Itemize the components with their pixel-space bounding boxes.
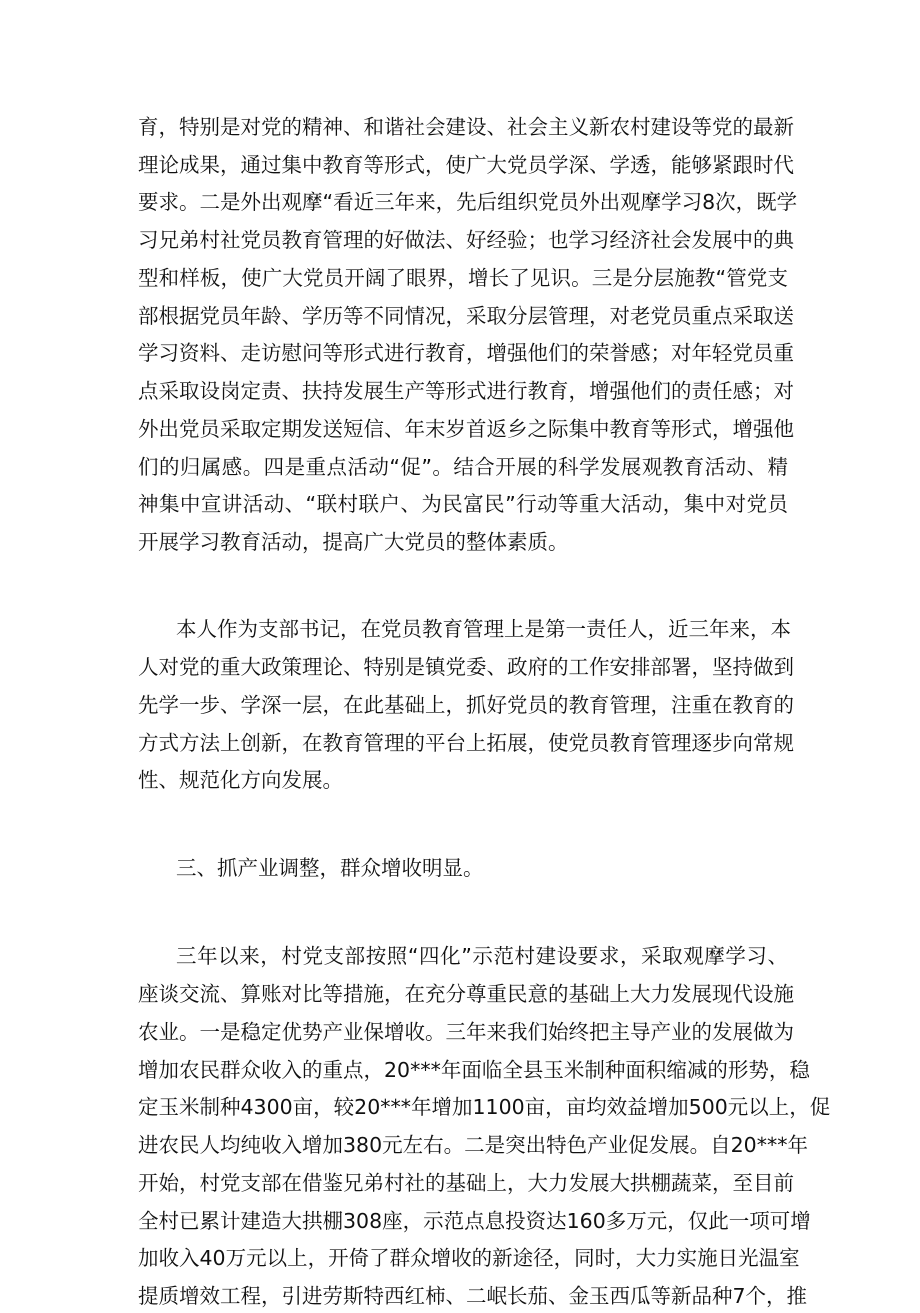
paragraph-line: 提质增效工程，引进劳斯特西红柿、二岷长茄、金玉西瓜等新品种7个，推 [138,1284,808,1308]
paragraph-line: 开展学习教育活动，提高广大党员的整体素质。 [138,530,569,554]
paragraph-line: 习兄弟村社党员教育管理的好做法、好经验；也学习经济社会发展中的典 [138,228,794,252]
paragraph-line: 外出党员采取定期发送短信、年末岁首返乡之际集中教育等形式，增强他 [138,417,794,441]
paragraph-line: 进农民人均纯收入增加380元左右。二是突出特色产业促发展。自20***年 [138,1133,808,1157]
paragraph-line: 农业。一是稳定优势产业保增收。三年来我们始终把主导产业的发展做为 [138,1020,794,1044]
paragraph-line: 定玉米制种4300亩，较20***年增加1100亩，亩均效益增加500元以上，促 [138,1095,831,1119]
paragraph-line: 型和样板，使广大党员开阔了眼界，增长了见识。三是分层施教“管党支 [138,266,788,290]
paragraph-line: 三年以来，村党支部按照“四化”示范村建设要求，采取观摩学习、 [176,944,788,968]
section-heading: 三、抓产业调整，群众增收明显。 [176,856,484,880]
paragraph-line: 育，特别是对党的精神、和谐社会建设、社会主义新农村建设等党的最新 [138,115,794,139]
paragraph-line: 性、规范化方向发展。 [138,768,343,792]
paragraph-line: 人对党的重大政策理论、特别是镇党委、政府的工作安排部署，坚持做到 [138,655,794,679]
paragraph-line: 开始，村党支部在借鉴兄弟村社的基础上，大力发展大拱棚蔬菜，至目前 [138,1171,794,1195]
paragraph-line: 们的归属感。四是重点活动“促”。结合开展的科学发展观教育活动、精 [138,455,788,479]
paragraph-line: 理论成果，通过集中教育等形式，使广大党员学深、学透，能够紧跟时代 [138,153,794,177]
paragraph-line: 学习资料、走访慰问等形式进行教育，增强他们的荣誉感；对年轻党员重 [138,341,794,365]
paragraph-line: 先学一步、学深一层，在此基础上，抓好党员的教育管理，注重在教育的 [138,693,794,717]
paragraph-line: 点采取设岗定责、扶持发展生产等形式进行教育，增强他们的责任感；对 [138,379,794,403]
paragraph-line: 神集中宣讲活动、“联村联户、为民富民”行动等重大活动，集中对党员 [138,492,788,516]
paragraph-line: 座谈交流、算账对比等措施，在充分尊重民意的基础上大力发展现代设施 [138,982,794,1006]
paragraph-line: 加收入40万元以上，开倚了群众增收的新途径，同时，大力实施日光温室 [138,1246,800,1270]
paragraph-line: 全村已累计建造大拱棚308座，示范点息投资达160多万元，仅此一项可增 [138,1209,811,1233]
paragraph-line: 本人作为支部书记，在党员教育管理上是第一责任人，近三年来，本 [176,617,791,641]
paragraph-line: 增加农民群众收入的重点，20***年面临全县玉米制种面积缩减的形势，稳 [138,1058,810,1082]
paragraph-line: 要求。二是外出观摩“看近三年来，先后组织党员外出观摩学习8次，既学 [138,190,798,214]
paragraph-line: 方式方法上创新，在教育管理的平台上拓展，使党员教育管理逐步向常规 [138,731,794,755]
paragraph-line: 部根据党员年龄、学历等不同情况，采取分层管理，对老党员重点采取送 [138,304,794,328]
